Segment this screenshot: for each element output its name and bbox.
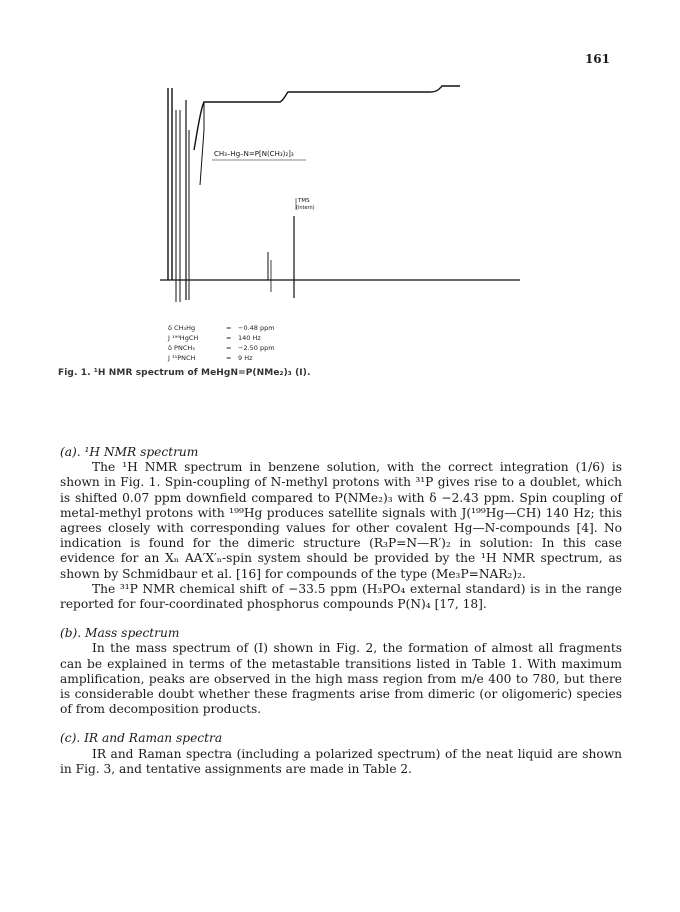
compound-formula-label: CH₃–Hg–N=P[N(CH₃)₂]₃ [214, 150, 294, 158]
param-separator: = [226, 354, 232, 362]
param-name: δ CH₃Hg [168, 324, 196, 332]
nmr-spectrum-plot [100, 70, 560, 330]
figure-caption: Fig. 1. ¹H NMR spectrum of MeHgN=P(NMe₂)₃ (I). [58, 368, 311, 378]
integration-curve [194, 86, 460, 150]
param-value: 140 Hz [238, 334, 261, 342]
paragraph-nmr-2: The ³¹P NMR chemical shift of −33.5 ppm (H₃PO₄ external standard) is in the range reported for four-coordinated phosphorus compounds P(N)₄ [17, 18]. [60, 581, 622, 612]
param-separator: = [226, 344, 232, 352]
param-value: −0.48 ppm [238, 324, 275, 332]
param-value: −2.50 ppm [238, 344, 275, 352]
param-row [168, 343, 275, 353]
paragraph-nmr-1: The ¹H NMR spectrum in benzene solution, with the correct integration (1/6) is shown in Fig. 1. Spin-coupling of N-methyl protons with ³¹P gives rise to a doublet, which is shifted 0.07 ppm downfield compared to P(NMe₂)₃ with δ −2.43 ppm. Spin coupling of metal-methyl protons with ¹⁹⁹Hg produces satellite signals with J(¹⁹⁹Hg—CH) 140 Hz; this agrees closely with corresponding values for other covalent Hg—N-compounds [4]. No indication is found for the dimeric structure (R₃P=N—R′)₂ in solution: In this case evidence for an Xₙ AA′X′ₙ-spin system should be provided by the ¹H NMR spectrum, as shown by Schmidbaur et al. [16] for compounds of the type (Me₃P=NAR₂)₂. [60, 460, 622, 581]
param-row [168, 323, 275, 333]
param-separator: = [226, 334, 232, 342]
param-row [168, 333, 275, 343]
tms-label: TMS [298, 198, 310, 204]
section-heading-nmr: (a). ¹H NMR spectrum [60, 445, 199, 459]
paragraph-mass: In the mass spectrum of (I) shown in Fig. 2, the formation of almost all fragments can be explained in terms of the metastable transitions listed in Table 1. With maximum amplification, peaks are observed in the high mass region from m/e 400 to 780, but there is considerable doubt whether these fragments arise from dimeric (or oligomeric) species of from decomposition products. [60, 641, 622, 717]
param-name: J ³¹PNCH [168, 354, 196, 362]
param-row [168, 353, 275, 363]
page-number: 161 [584, 52, 610, 66]
param-separator: = [226, 324, 232, 332]
body-text [60, 445, 622, 777]
param-name: J ¹⁹⁹HgCH [168, 334, 199, 342]
tms-sublabel: (intern) [296, 205, 315, 211]
nmr-parameters [168, 323, 275, 363]
param-value: 9 Hz [238, 354, 253, 362]
nmr-spectrum-figure [100, 70, 560, 330]
section-heading-mass: (b). Mass spectrum [60, 626, 180, 641]
param-name: δ PNCH₃ [168, 344, 195, 352]
section-heading-ir-raman: (c). IR and Raman spectra [60, 731, 223, 746]
paragraph-ir-raman: IR and Raman spectra (including a polarized spectrum) of the neat liquid are shown in Fig. 3, and tentative assignments are made in Table 2. [60, 746, 622, 776]
